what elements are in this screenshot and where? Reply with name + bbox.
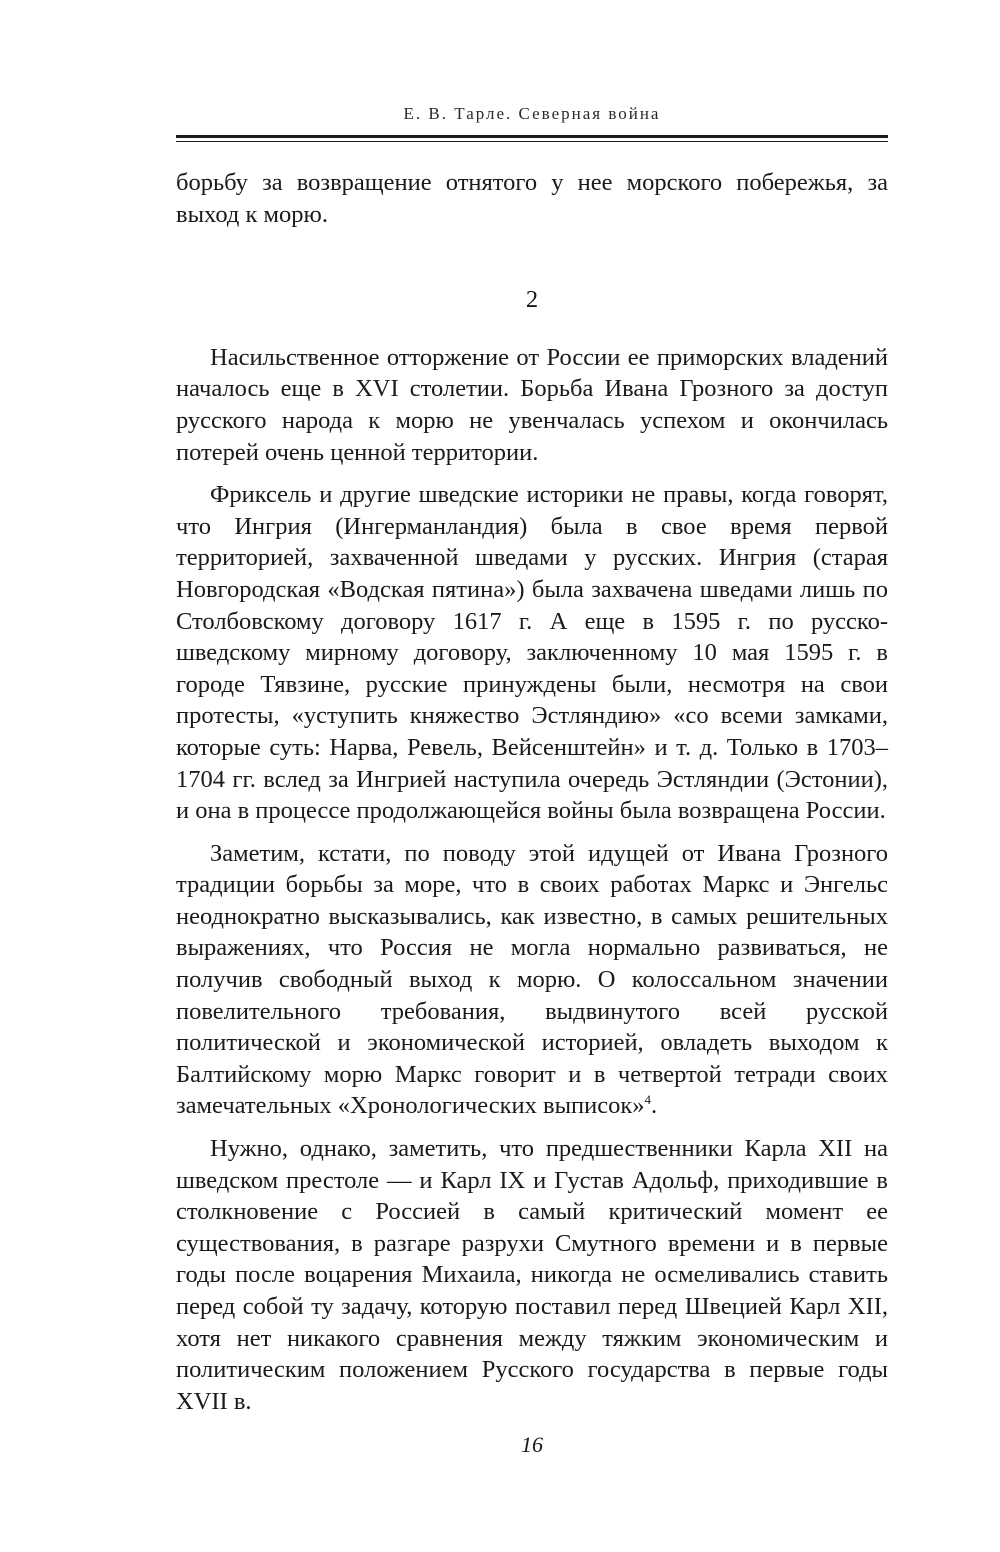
book-page bbox=[176, 0, 888, 1552]
header-rule-thin bbox=[176, 141, 888, 142]
header-rule-thick bbox=[176, 135, 888, 138]
running-head: Е. В. Тарле. Северная война bbox=[403, 104, 661, 123]
section-number: 2 bbox=[525, 286, 539, 314]
paragraph-1: Насильственное отторжение от России ее приморских владений началось еще в XVI столетии. Борьба Ивана Грозного за доступ русского народа к морю не увенчалась успехом и окончилась потерей очень ценной территории. bbox=[176, 343, 888, 466]
page-number: 16 bbox=[521, 1432, 543, 1457]
paragraph-3-text: Заметим, кстати, по поводу этой идущей от Ивана Грозного традиции борьбы за море, что в своих работах Маркс и Энгельс неоднократно высказывались, как известно, в самых решительных выражениях, что Россия не могла нормально развиваться, не получив свободный выход к морю. О колоссальном значении повелительного требования, выдвинутого всей русской политической и экономической историей, овладеть выходом к Балтийскому морю Маркс говорит и в четвертой тетради своих замечательных «Хронологических выписок» bbox=[176, 839, 888, 1120]
continuation-paragraph: борьбу за возвращение отнятого у нее морского побережья, за выход к морю. bbox=[176, 169, 888, 228]
paragraph-4: Нужно, однако, заметить, что предшественники Карла XII на шведском престоле — и Карл IX и Густав Адольф, приходившие в столкновение с Россией в самый критический момент ее существования, в разгаре разрухи Смутного времени и в первые годы после воцарения Михаила, никогда не осмеливались ставить перед собой ту задачу, которую поставил перед Швецией Карл XII, хотя нет никакого сравнения между тяжким экономическим и политическим положением Русского государства в первые годы XVII в. bbox=[176, 1135, 888, 1415]
footnote-reference[interactable]: 4 bbox=[644, 1092, 652, 1108]
paragraph-3 bbox=[176, 838, 888, 1122]
paragraph-2: Фриксель и другие шведские историки не правы, когда говорят, что Ингрия (Ингерманландия) была в свое время первой территорией, захваченной шведами у русских. Ингрия (старая Новгородская «Водская пятина») была захвачена шведами лишь по Столбовскому договору 1617 г. А еще в 1595 г. по русско-шведскому мирному договору, заключенному 10 мая 1595 г. в городе Тявзине, русские принуждены были, несмотря на свои протесты, «уступить княжество Эстляндию» «со всеми замками, которые суть: Нарва, Ревель, Вейсенштейн» и т. д. Только в 1703–1704 гг. вслед за Ингрией наступила очередь Эстляндии (Эстонии), и она в процессе продолжающейся войны была возвращена России. bbox=[176, 481, 888, 825]
paragraph-3-trail: . bbox=[651, 1092, 658, 1120]
body-text bbox=[176, 167, 888, 1417]
